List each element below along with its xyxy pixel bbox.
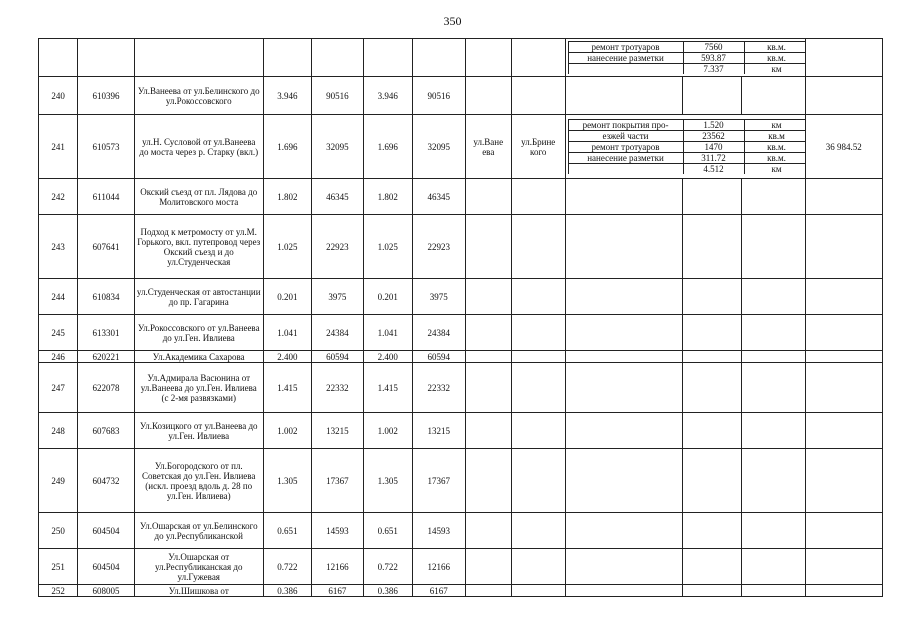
work-unit: км: [744, 120, 805, 131]
works-subtable: [568, 119, 806, 174]
work-name: [565, 585, 682, 597]
table-row: [39, 115, 883, 179]
empty-cell: [465, 39, 511, 77]
work-line: [568, 53, 805, 64]
total-cost: [805, 413, 882, 449]
work-unit: [741, 363, 805, 413]
segment-to: [511, 279, 565, 315]
work-name: [565, 315, 682, 351]
repair-area-sqm: 13215: [413, 413, 466, 449]
area-sqm: 22923: [312, 215, 364, 279]
segment-to: [511, 179, 565, 215]
segment-to: [511, 363, 565, 413]
repair-length-km: 0.651: [363, 513, 412, 549]
repair-area-sqm: 46345: [413, 179, 466, 215]
repair-area-sqm: 32095: [413, 115, 466, 179]
repair-length-km: 1.415: [363, 363, 412, 413]
empty-cell: [134, 39, 263, 77]
work-quantity: 23562: [683, 131, 744, 142]
segment-from: [465, 279, 511, 315]
length-km: 1.002: [263, 413, 311, 449]
length-km: 1.305: [263, 449, 311, 513]
work-quantity: [682, 315, 741, 351]
repair-length-km: 3.946: [363, 77, 412, 115]
area-sqm: 14593: [312, 513, 364, 549]
work-quantity: [682, 413, 741, 449]
row-number: 252: [39, 585, 78, 597]
table-row: [39, 179, 883, 215]
row-number: 246: [39, 351, 78, 363]
work-name: езжей части: [568, 131, 683, 142]
area-sqm: 3975: [312, 279, 364, 315]
work-quantity: [682, 585, 741, 597]
area-sqm: 32095: [312, 115, 364, 179]
segment-from: [465, 77, 511, 115]
work-quantity: [682, 449, 741, 513]
work-name: [565, 215, 682, 279]
road-name: Ул.Рокоссовского от ул.Ванеева до ул.Ген. Ивлиева: [134, 315, 263, 351]
work-name: [565, 449, 682, 513]
work-unit: кв.м.: [744, 153, 805, 164]
total-cost: [805, 363, 882, 413]
work-line: [568, 164, 805, 175]
row-number: 249: [39, 449, 78, 513]
road-repair-table: [38, 38, 883, 597]
work-unit: кв.м.: [744, 42, 805, 53]
work-unit: км: [744, 64, 805, 75]
work-quantity: 311.72: [683, 153, 744, 164]
segment-from: [465, 315, 511, 351]
empty-cell: [511, 39, 565, 77]
road-name: Окский съезд от пл. Лядова до Молитовского моста: [134, 179, 263, 215]
work-line: [568, 131, 805, 142]
road-name: Подход к метромосту от ул.М. Горького, вкл. путепровод через Окский съезд и до ул.Студенческая: [134, 215, 263, 279]
length-km: 3.946: [263, 77, 311, 115]
work-unit: [741, 449, 805, 513]
area-sqm: 17367: [312, 449, 364, 513]
repair-area-sqm: 3975: [413, 279, 466, 315]
road-code: 610573: [78, 115, 135, 179]
work-unit: [741, 77, 805, 115]
length-km: 2.400: [263, 351, 311, 363]
segment-to: [511, 315, 565, 351]
work-quantity: 593.87: [683, 53, 744, 64]
area-sqm: 46345: [312, 179, 364, 215]
segment-to: [511, 449, 565, 513]
works-cell: [565, 115, 805, 179]
length-km: 0.722: [263, 549, 311, 585]
segment-to: [511, 351, 565, 363]
work-unit: [741, 351, 805, 363]
road-name: ул.Н. Сусловой от ул.Ванеева до моста через р. Старку (вкл.): [134, 115, 263, 179]
work-line: [568, 42, 805, 53]
area-sqm: 22332: [312, 363, 364, 413]
area-sqm: 24384: [312, 315, 364, 351]
repair-area-sqm: 60594: [413, 351, 466, 363]
segment-from: [465, 363, 511, 413]
road-name: ул.Студенческая от автостанции до пр. Гагарина: [134, 279, 263, 315]
table-row: [39, 585, 883, 597]
road-code: 604732: [78, 449, 135, 513]
total-cost: [805, 77, 882, 115]
road-name: Ул.Богородского от пл. Советская до ул.Ген. Ивлиева (искл. проезд вдоль д. 28 по ул.Ген. Ивлиева): [134, 449, 263, 513]
work-line: [568, 153, 805, 164]
work-name: [568, 64, 683, 75]
length-km: 0.386: [263, 585, 311, 597]
work-name: ремонт тротуаров: [568, 42, 683, 53]
total-cost: 36 984.52: [805, 115, 882, 179]
segment-from: [465, 179, 511, 215]
repair-length-km: 1.696: [363, 115, 412, 179]
repair-length-km: 0.201: [363, 279, 412, 315]
work-line: [568, 64, 805, 75]
repair-area-sqm: 90516: [413, 77, 466, 115]
road-code: 622078: [78, 363, 135, 413]
table-row: [39, 549, 883, 585]
empty-cell: [39, 39, 78, 77]
total-cost: [805, 449, 882, 513]
row-number: 243: [39, 215, 78, 279]
row-number: 240: [39, 77, 78, 115]
work-name: [565, 513, 682, 549]
work-quantity: [682, 513, 741, 549]
work-quantity: [682, 179, 741, 215]
page-number: 350: [443, 14, 462, 28]
empty-cell: [363, 39, 412, 77]
work-unit: [741, 215, 805, 279]
area-sqm: 12166: [312, 549, 364, 585]
length-km: 1.025: [263, 215, 311, 279]
repair-area-sqm: 22923: [413, 215, 466, 279]
work-name: [565, 351, 682, 363]
road-name: Ул.Козицкого от ул.Ванеева до ул.Ген. Ивлиева: [134, 413, 263, 449]
road-name: Ул.Адмирала Васюнина от ул.Ванеева до ул.Ген. Ивлиева (с 2-мя развязками): [134, 363, 263, 413]
work-line: [568, 120, 805, 131]
empty-cell: [78, 39, 135, 77]
table-row: [39, 279, 883, 315]
work-unit: кв.м.: [744, 142, 805, 153]
total-cost: [805, 215, 882, 279]
segment-from: [465, 585, 511, 597]
segment-from: [465, 351, 511, 363]
work-quantity: [682, 549, 741, 585]
segment-from: [465, 449, 511, 513]
segment-to: [511, 549, 565, 585]
segment-from: [465, 513, 511, 549]
work-unit: [741, 549, 805, 585]
repair-length-km: 0.386: [363, 585, 412, 597]
area-sqm: 13215: [312, 413, 364, 449]
work-name: ремонт тротуаров: [568, 142, 683, 153]
segment-to: [511, 413, 565, 449]
work-name: [568, 164, 683, 175]
total-cost: [805, 315, 882, 351]
table-row: [39, 413, 883, 449]
repair-length-km: 1.025: [363, 215, 412, 279]
row-number: 251: [39, 549, 78, 585]
empty-cell: [413, 39, 466, 77]
road-code: 604504: [78, 513, 135, 549]
segment-to: ул.Брине кого: [511, 115, 565, 179]
empty-cell: [263, 39, 311, 77]
works-cell: [565, 39, 805, 77]
road-code: 607683: [78, 413, 135, 449]
segment-from: [465, 549, 511, 585]
work-name: нанесение разметки: [568, 153, 683, 164]
segment-to: [511, 215, 565, 279]
road-name: Ул.Ошарская от ул.Республиканская до ул.Гужевая: [134, 549, 263, 585]
repair-length-km: 1.305: [363, 449, 412, 513]
segment-from: ул.Ване ева: [465, 115, 511, 179]
table-row: [39, 215, 883, 279]
road-name: Ул.Ошарская от ул.Белинского до ул.Республиканской: [134, 513, 263, 549]
repair-length-km: 2.400: [363, 351, 412, 363]
area-sqm: 60594: [312, 351, 364, 363]
work-quantity: 7.337: [683, 64, 744, 75]
work-unit: кв.м: [744, 131, 805, 142]
work-quantity: [682, 279, 741, 315]
work-unit: км: [744, 164, 805, 175]
segment-from: [465, 413, 511, 449]
total-cost: [805, 585, 882, 597]
row-number: 250: [39, 513, 78, 549]
table-row: [39, 315, 883, 351]
table-row: [39, 77, 883, 115]
road-code: 611044: [78, 179, 135, 215]
road-name: Ул.Шишкова от: [134, 585, 263, 597]
length-km: 0.651: [263, 513, 311, 549]
repair-length-km: 1.802: [363, 179, 412, 215]
table-row: [39, 363, 883, 413]
work-name: [565, 279, 682, 315]
works-subtable: [568, 41, 806, 74]
work-quantity: 1.520: [683, 120, 744, 131]
repair-length-km: 0.722: [363, 549, 412, 585]
total-cost: [805, 351, 882, 363]
empty-cell: [312, 39, 364, 77]
repair-area-sqm: 24384: [413, 315, 466, 351]
length-km: 1.696: [263, 115, 311, 179]
work-unit: [741, 513, 805, 549]
work-unit: [741, 315, 805, 351]
work-quantity: 4.512: [683, 164, 744, 175]
road-code: 620221: [78, 351, 135, 363]
work-name: [565, 549, 682, 585]
road-code: 607641: [78, 215, 135, 279]
total-cost: [805, 549, 882, 585]
road-code: 610396: [78, 77, 135, 115]
work-unit: [741, 585, 805, 597]
work-unit: [741, 179, 805, 215]
row-number: 245: [39, 315, 78, 351]
work-quantity: [682, 363, 741, 413]
repair-area-sqm: 14593: [413, 513, 466, 549]
segment-from: [465, 215, 511, 279]
road-name: Ул.Ванеева от ул.Белинского до ул.Рокоссовского: [134, 77, 263, 115]
table-row: [39, 513, 883, 549]
total-cost: [805, 513, 882, 549]
row-number: 247: [39, 363, 78, 413]
length-km: 1.802: [263, 179, 311, 215]
segment-to: [511, 513, 565, 549]
segment-to: [511, 77, 565, 115]
repair-area-sqm: 22332: [413, 363, 466, 413]
repair-area-sqm: 12166: [413, 549, 466, 585]
length-km: 1.415: [263, 363, 311, 413]
work-quantity: [682, 351, 741, 363]
work-unit: [741, 413, 805, 449]
work-name: ремонт покрытия про-: [568, 120, 683, 131]
segment-to: [511, 585, 565, 597]
road-code: 608005: [78, 585, 135, 597]
total-cell: [805, 39, 882, 77]
work-quantity: [682, 77, 741, 115]
repair-area-sqm: 17367: [413, 449, 466, 513]
continued-row: [39, 39, 883, 77]
work-quantity: [682, 215, 741, 279]
work-unit: кв.м.: [744, 53, 805, 64]
row-number: 248: [39, 413, 78, 449]
table-row: [39, 351, 883, 363]
table-row: [39, 449, 883, 513]
repair-length-km: 1.041: [363, 315, 412, 351]
work-unit: [741, 279, 805, 315]
row-number: 242: [39, 179, 78, 215]
length-km: 1.041: [263, 315, 311, 351]
area-sqm: 90516: [312, 77, 364, 115]
work-name: [565, 77, 682, 115]
road-code: 610834: [78, 279, 135, 315]
work-name: нанесение разметки: [568, 53, 683, 64]
repair-area-sqm: 6167: [413, 585, 466, 597]
row-number: 244: [39, 279, 78, 315]
work-name: [565, 363, 682, 413]
work-line: [568, 142, 805, 153]
total-cost: [805, 279, 882, 315]
repair-length-km: 1.002: [363, 413, 412, 449]
row-number: 241: [39, 115, 78, 179]
road-code: 613301: [78, 315, 135, 351]
road-name: Ул.Академика Сахарова: [134, 351, 263, 363]
road-code: 604504: [78, 549, 135, 585]
area-sqm: 6167: [312, 585, 364, 597]
total-cost: [805, 179, 882, 215]
work-quantity: 1470: [683, 142, 744, 153]
work-name: [565, 179, 682, 215]
work-quantity: 7560: [683, 42, 744, 53]
length-km: 0.201: [263, 279, 311, 315]
work-name: [565, 413, 682, 449]
